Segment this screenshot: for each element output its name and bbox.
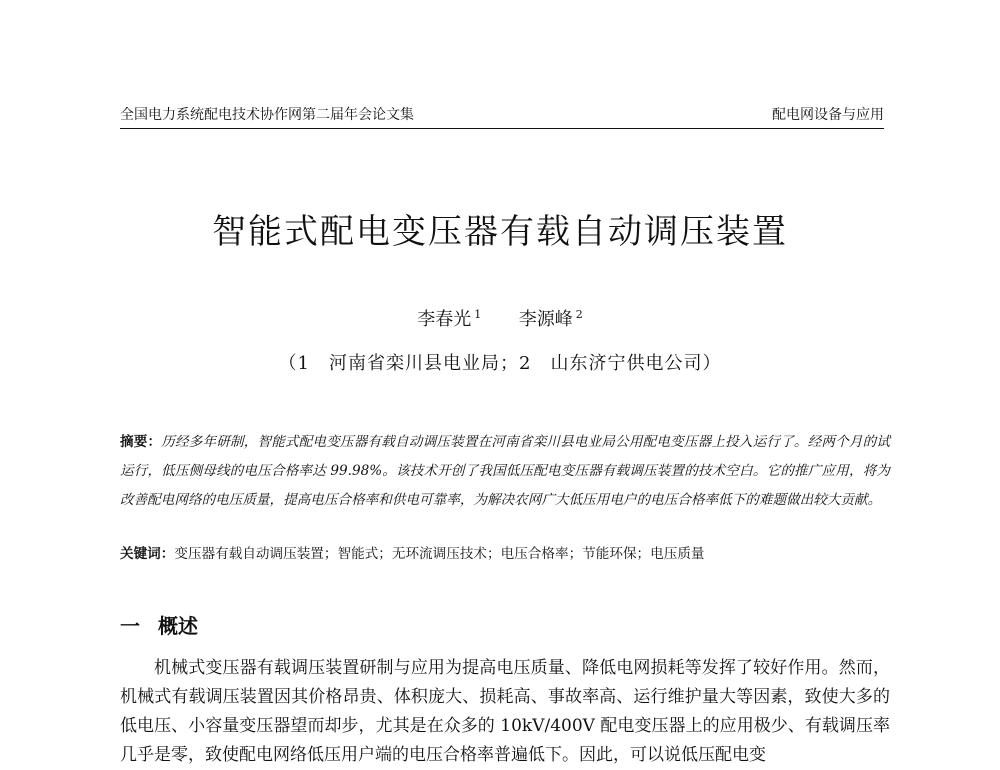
author-name: 李春光 xyxy=(417,309,472,330)
author-name: 李源峰 xyxy=(518,309,573,330)
author-list xyxy=(0,305,1000,331)
section-title: 概述 xyxy=(158,614,198,638)
keywords xyxy=(120,540,890,569)
header-proceedings-title: 全国电力系统配电技术协作网第二届年会论文集 xyxy=(120,107,414,123)
header-section-title: 配电网设备与应用 xyxy=(772,107,884,123)
section-number: 一 xyxy=(120,614,140,638)
abstract-text: 历经多年研制，智能式配电变压器有载自动调压装置在河南省栾川县电业局公用配电变压器上投入运行了。经两个月的试运行，低压侧母线的电压合格率达 99.98%。该技术开创了我国低压配电变压器有载调压装置的技术空白。它的推广应用，将为改善配电网络的电压质量，提高电压合格率和供电可靠率，为解决农网广大低压用电户的电压合格率低下的难题做出较大贡献。 xyxy=(120,434,891,508)
abstract-label: 摘要： xyxy=(120,434,162,450)
body-paragraph: 机械式变压器有载调压装置研制与应用为提高电压质量、降低电网损耗等发挥了较好作用。然而，机械式有载调压装置因其价格昂贵、体积庞大、损耗高、事故率高、运行维护量大等因素，致使大多的低电压、小容量变压器望而却步，尤其是在众多的 10kV/400V 配电变压器上的应用极少、有载调压率几乎是零，致使配电网络低压用户端的电压合格率普遍低下。因此，可以说低压配电变 xyxy=(120,658,890,765)
section-heading xyxy=(120,610,198,639)
running-header xyxy=(120,104,884,129)
author-affiliation-mark: 1 xyxy=(474,308,482,321)
keywords-label: 关键词： xyxy=(120,546,175,562)
affiliation-line: （1 河南省栾川县电业局；2 山东济宁供电公司） xyxy=(278,353,722,374)
keywords-text: 变压器有载自动调压装置；智能式；无环流调压技术；电压合格率；节能环保；电压质量 xyxy=(174,546,705,562)
author-affiliation-mark: 2 xyxy=(575,308,583,321)
paper-title: 智能式配电变压器有载自动调压装置 xyxy=(212,212,788,252)
abstract xyxy=(120,428,890,515)
